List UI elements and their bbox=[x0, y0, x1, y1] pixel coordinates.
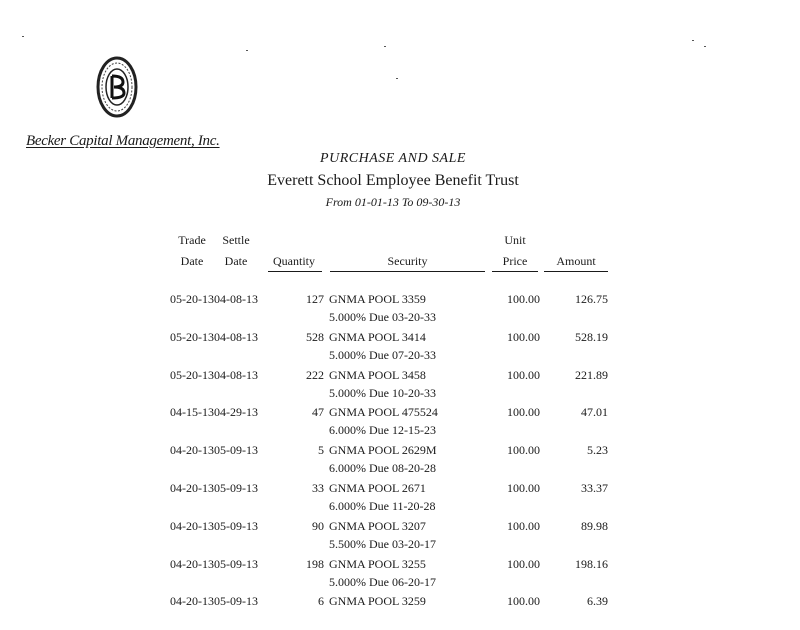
amount-cell: 6.39 bbox=[587, 594, 608, 609]
security-description-cell: 5.000% Due 07-20-33 bbox=[329, 347, 436, 362]
header-underline-security bbox=[330, 271, 485, 272]
col-header-trade-line1: Trade bbox=[178, 233, 206, 247]
security-cell: GNMA POOL 2629M bbox=[329, 443, 437, 458]
trade-date-cell: 05-20-13 bbox=[170, 329, 214, 344]
settle-date-cell: 05-09-13 bbox=[214, 443, 258, 458]
col-header-settle-line2: Date bbox=[224, 254, 248, 268]
quantity-cell: 198 bbox=[306, 556, 324, 571]
report-date-range: From 01-01-13 To 09-30-13 bbox=[325, 195, 461, 209]
col-header-quantity: Quantity bbox=[273, 254, 315, 268]
scan-speck bbox=[692, 40, 694, 41]
quantity-cell: 5 bbox=[318, 443, 324, 458]
quantity-cell: 90 bbox=[312, 518, 324, 533]
table-row bbox=[0, 403, 800, 441]
security-description-cell: 5.500% Due 03-20-17 bbox=[329, 536, 436, 551]
trade-date-cell: 04-20-13 bbox=[170, 518, 214, 533]
table-row bbox=[0, 479, 800, 517]
table-row bbox=[0, 290, 800, 328]
unit-price-cell: 100.00 bbox=[507, 292, 540, 306]
scan-speck bbox=[396, 78, 398, 79]
table-row bbox=[0, 592, 800, 630]
security-description-cell: 6.000% Due 11-20-28 bbox=[329, 498, 436, 513]
quantity-cell: 528 bbox=[306, 329, 324, 344]
trade-date-cell: 04-20-13 bbox=[170, 443, 214, 458]
settle-date-cell: 04-08-13 bbox=[214, 367, 258, 382]
trade-date-cell: 04-20-13 bbox=[170, 480, 214, 495]
quantity-cell: 6 bbox=[318, 594, 324, 609]
table-row bbox=[0, 441, 800, 479]
col-header-unit-line2: Price bbox=[502, 254, 528, 268]
amount-cell: 198.16 bbox=[575, 556, 608, 571]
scan-speck bbox=[246, 50, 248, 51]
col-header-amount: Amount bbox=[556, 254, 596, 268]
settle-date-cell: 05-09-13 bbox=[214, 518, 258, 533]
unit-price-cell: 100.00 bbox=[507, 480, 540, 495]
security-cell: GNMA POOL 3207 bbox=[329, 518, 426, 533]
amount-cell: 5.23 bbox=[587, 443, 608, 458]
settle-date-cell: 04-29-13 bbox=[214, 405, 258, 420]
settle-date-cell: 05-09-13 bbox=[214, 594, 258, 609]
security-description-cell: 6.000% Due 12-15-23 bbox=[329, 423, 436, 438]
col-header-settle-line1: Settle bbox=[222, 233, 250, 247]
amount-cell: 528.19 bbox=[575, 329, 608, 344]
report-subtitle: Everett School Employee Benefit Trust bbox=[267, 172, 519, 189]
table-row bbox=[0, 555, 800, 593]
security-cell: GNMA POOL 2671 bbox=[329, 480, 426, 495]
scan-speck bbox=[384, 46, 386, 47]
security-cell: GNMA POOL 3255 bbox=[329, 556, 426, 571]
quantity-cell: 33 bbox=[312, 480, 324, 495]
header-underline-price bbox=[492, 271, 538, 272]
unit-price-cell: 100.00 bbox=[507, 367, 540, 382]
company-logo-icon bbox=[96, 56, 138, 118]
security-cell: GNMA POOL 475524 bbox=[329, 405, 438, 420]
settle-date-cell: 05-09-13 bbox=[214, 556, 258, 571]
security-description-cell: 5.000% Due 03-20-33 bbox=[329, 310, 436, 324]
quantity-cell: 127 bbox=[306, 292, 324, 306]
unit-price-cell: 100.00 bbox=[507, 594, 540, 609]
scan-speck bbox=[22, 36, 24, 37]
col-header-trade-line2: Date bbox=[180, 254, 204, 268]
header-underline-quantity bbox=[268, 271, 322, 272]
settle-date-cell: 04-08-13 bbox=[214, 329, 258, 344]
header-underline-amount bbox=[544, 271, 608, 272]
unit-price-cell: 100.00 bbox=[507, 405, 540, 420]
col-header-unit-price bbox=[494, 230, 536, 272]
company-name: Becker Capital Management, Inc. bbox=[26, 133, 220, 149]
amount-cell: 47.01 bbox=[581, 405, 608, 420]
report-title: PURCHASE AND SALE bbox=[320, 151, 466, 166]
trade-date-cell: 04-20-13 bbox=[170, 556, 214, 571]
table-row bbox=[0, 366, 800, 404]
trade-date-cell: 04-20-13 bbox=[170, 594, 214, 609]
quantity-cell: 222 bbox=[306, 367, 324, 382]
security-cell: GNMA POOL 3414 bbox=[329, 329, 426, 344]
amount-cell: 33.37 bbox=[581, 480, 608, 495]
transactions-table bbox=[0, 290, 800, 630]
security-cell: GNMA POOL 3259 bbox=[329, 594, 426, 609]
trade-date-cell: 05-20-13 bbox=[170, 367, 214, 382]
col-header-unit-line1: Unit bbox=[504, 233, 526, 247]
unit-price-cell: 100.00 bbox=[507, 556, 540, 571]
security-cell: GNMA POOL 3359 bbox=[329, 292, 426, 306]
trade-date-cell: 05-20-13 bbox=[170, 292, 214, 306]
security-description-cell: 6.000% Due 08-20-28 bbox=[329, 461, 436, 476]
unit-price-cell: 100.00 bbox=[507, 329, 540, 344]
settle-date-cell: 05-09-13 bbox=[214, 480, 258, 495]
trade-date-cell: 04-15-13 bbox=[170, 405, 214, 420]
col-header-settle-date bbox=[214, 230, 258, 272]
table-row bbox=[0, 328, 800, 366]
col-header-security: Security bbox=[387, 254, 428, 268]
unit-price-cell: 100.00 bbox=[507, 443, 540, 458]
amount-cell: 126.75 bbox=[575, 292, 608, 306]
amount-cell: 221.89 bbox=[575, 367, 608, 382]
security-description-cell: 5.000% Due 10-20-33 bbox=[329, 385, 436, 400]
unit-price-cell: 100.00 bbox=[507, 518, 540, 533]
table-row bbox=[0, 517, 800, 555]
quantity-cell: 47 bbox=[312, 405, 324, 420]
settle-date-cell: 04-08-13 bbox=[214, 292, 258, 306]
security-description-cell: 5.000% Due 06-20-17 bbox=[329, 574, 436, 589]
security-cell: GNMA POOL 3458 bbox=[329, 367, 426, 382]
scan-speck bbox=[704, 46, 706, 47]
col-header-trade-date bbox=[170, 230, 214, 272]
amount-cell: 89.98 bbox=[581, 518, 608, 533]
